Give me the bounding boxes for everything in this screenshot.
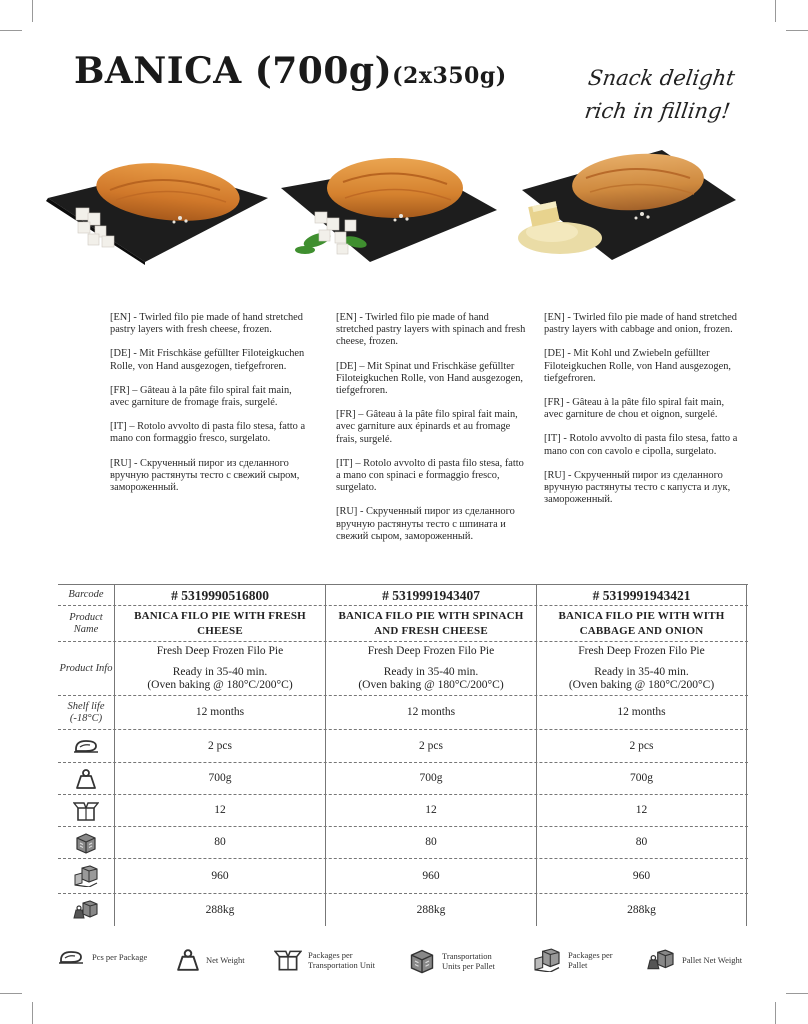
legend-label: Transportation Units per Pallet [442,951,495,971]
tagline-line-1: Snack delight [586,66,737,90]
description-ru: [RU] - Скрученный пирог из сделанного вручную растянуты тесто с шпината и свежий сыром, замороженный. [336,506,515,542]
shelf-life-value: 12 months [536,696,747,729]
product-name: BANICA FILO PIE WITH WITH CABBAGE AND ONION [536,606,747,641]
shelf-life-row [58,696,748,730]
barcode-row [58,584,748,606]
description-fr: [FR] – Gâteau à la pâte filo spiral fait main, avec garniture de fromage frais, surgelé. [110,384,292,409]
packages-per-unit-value: 12 [536,795,747,826]
legend-pallet-net-weight [646,948,742,972]
shelf-life-value: 12 months [325,696,536,729]
net-weight-value: 700g [114,763,325,794]
pallet-net-weight-value: 288kg [114,894,325,926]
product-info [325,642,536,695]
description-ru: [RU] - Скрученный пирог из сделанного вручную растянуты тесто с свежий сыром, замороженный. [110,457,300,494]
info-line: Ready in 35-40 min. [594,666,689,678]
info-line: Fresh Deep Frozen Filo Pie [367,645,495,657]
product-info [536,642,747,695]
info-line: (Oven baking @ 180°C/200°C) [568,679,715,691]
description-de: [DE] - Mit Frischkäse gefüllter Filoteigkuchen Rolle, von Hand ausgezogen, tiefgefroren. [110,348,305,372]
packages-per-pallet-row [58,859,748,894]
info-line: Ready in 35-40 min. [383,666,479,678]
barcode-value: # 5319990516800 [114,585,325,605]
pallet-boxes-icon [532,948,562,972]
legend-label: Pallet Net Weight [682,955,743,965]
packages-per-pallet-value: 960 [325,859,536,893]
packages-per-unit-row [58,795,748,827]
pcs-per-package-value: 2 pcs [536,730,747,762]
product-description-3 [544,312,739,518]
info-line: Ready in 35-40 min. [172,666,268,678]
product-photo-spinach-cheese [275,140,500,265]
open-box-icon [73,800,99,822]
product-photo-fresh-cheese [40,140,270,265]
description-it: [IT] – Rotolo avvolto di pasta filo stesa, fatto a mano con spinaci e formaggio fresco, surgelato. [336,457,524,494]
description-en: [EN] - Twirled filo pie made of hand stretched pastry layers with fresh cheese, frozen. [110,312,303,336]
units-per-pallet-row [58,827,748,859]
weight-icon [75,768,97,790]
roll-icon [56,948,86,966]
row-label-product-info: Product Info [59,662,113,674]
pcs-per-package-row [58,730,748,763]
crate-icon [74,832,98,854]
units-per-pallet-value: 80 [536,827,747,858]
product-description-1 [110,312,310,506]
page-title [74,50,507,92]
description-it: [IT] – Rotolo avvolto di pasta filo stesa, fatto a mano con formaggio fresco, surgelato. [110,421,306,445]
legend-pcs-per-package [56,948,147,966]
row-icon-cell [58,763,114,794]
crop-mark [32,1002,33,1024]
crop-mark [786,993,808,994]
description-ru: [RU] - Скрученный пирог из сделанного вручную растянуты тесто с капуста и лук, замороженный. [544,469,731,506]
description-en: [EN] - Twirled filo pie made of hand stretched pastry layers with spinach and fresh cheese, frozen. [336,312,526,348]
barcode-value: # 5319991943407 [325,585,536,605]
row-icon-cell [58,795,114,826]
info-line: Fresh Deep Frozen Filo Pie [156,645,284,657]
description-it: [IT] - Rotolo avvolto di pasta filo stesa, fatto a mano con con cavolo e cipolla, surgelato. [544,433,738,457]
info-line: Fresh Deep Frozen Filo Pie [578,645,705,657]
description-de: [DE] – Mit Spinat und Frischkäse gefüllter Filoteigkuchen Rolle, von Hand ausgezogen, tiefgefroren. [336,360,523,397]
packages-per-pallet-value: 960 [114,859,325,893]
title-sub: (2x350g) [392,63,507,89]
product-info [114,642,325,695]
product-description-2 [336,312,526,555]
product-photo-cabbage-onion [512,142,742,267]
roll-icon [72,737,100,755]
row-icon-cell [58,730,114,762]
units-per-pallet-value: 80 [325,827,536,858]
pallet-weight-icon [73,899,99,921]
crop-mark [32,0,33,22]
weight-icon [176,948,200,972]
legend-label: Packages per Pallet [568,950,613,970]
packages-per-unit-value: 12 [114,795,325,826]
product-name: BANICA FILO PIE WITH FRESH CHEESE [114,606,325,641]
description-de: [DE] - Mit Kohl und Zwiebeln gefüllter Filoteigkuchen Rolle, von Hand ausgezogen, tiefgefroren. [544,348,731,384]
info-line: (Oven baking @ 180°C/200°C) [147,679,293,691]
spec-table [58,584,748,926]
crop-mark [775,1002,776,1024]
packages-per-pallet-value: 960 [536,859,747,893]
pallet-net-weight-value: 288kg [325,894,536,926]
crate-icon [408,948,436,974]
description-fr: [FR] - Gâteau à la pâte filo spiral fait main, avec garniture de chou et oignon, surgelé. [544,397,725,421]
open-box-icon [274,948,302,972]
row-icon-cell [58,894,114,926]
crop-mark [0,30,22,31]
description-en: [EN] - Twirled filo pie made of hand stretched pastry layers with cabbage and onion, frozen. [544,312,737,336]
legend-label: Net Weight [206,955,245,965]
tagline [581,62,737,128]
legend-net-weight [176,948,245,972]
row-label-barcode: Barcode [68,589,104,600]
row-icon-cell [58,859,114,893]
packages-per-unit-value: 12 [325,795,536,826]
crop-mark [0,993,22,994]
product-name: BANICA FILO PIE WITH SPINACH AND FRESH CHEESE [325,606,536,641]
pallet-boxes-icon [73,865,99,887]
net-weight-value: 700g [325,763,536,794]
shelf-life-value: 12 months [114,696,325,729]
legend-label: Packages per Transportation Unit [308,950,375,970]
pallet-net-weight-value: 288kg [536,894,747,926]
legend-label: Pcs per Package [92,952,148,962]
legend-packages-per-pallet [532,948,620,972]
legend-packages-per-unit [274,948,388,972]
description-fr: [FR] – Gâteau à la pâte filo spiral fait main, avec garniture aux épinards et au fromage frais, surgelé. [336,409,518,445]
pallet-net-weight-row [58,894,748,926]
title-main: BANICA (700g) [74,50,393,92]
pcs-per-package-value: 2 pcs [114,730,325,762]
crop-mark [786,30,808,31]
product-info-row [58,642,748,696]
info-line: (Oven baking @ 180°C/200°C) [358,679,504,691]
pcs-per-package-value: 2 pcs [325,730,536,762]
row-icon-cell [58,827,114,858]
row-label-product-name: Product Name [69,611,103,635]
row-label-shelf-life: Shelf life (-18°C) [67,700,105,724]
pallet-weight-icon [646,948,676,972]
barcode-value: # 5319991943421 [536,585,747,605]
units-per-pallet-value: 80 [114,827,325,858]
tagline-line-2: rich in filling! [582,99,732,123]
net-weight-row [58,763,748,795]
crop-mark [775,0,776,22]
product-name-row [58,606,748,642]
net-weight-value: 700g [536,763,747,794]
legend-units-per-pallet [408,948,504,974]
